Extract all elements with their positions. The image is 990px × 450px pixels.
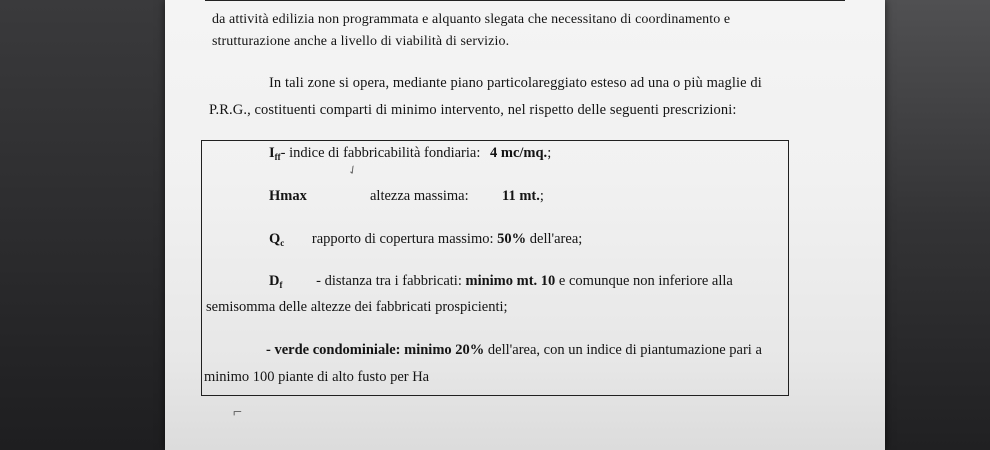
hmax-label: altezza massima: xyxy=(370,188,469,204)
iff-suffix: ; xyxy=(547,145,552,161)
iff-dash: - xyxy=(280,145,286,161)
left-background-screen xyxy=(0,0,165,450)
verde-label: - verde condominiale: minimo 20% xyxy=(266,342,485,358)
iff-label: indice di fabbricabilità fondiaria: xyxy=(289,145,481,161)
prescription-qc xyxy=(269,231,582,248)
iff-value: 4 mc/mq. xyxy=(490,145,548,161)
prescription-hmax-symbol: Hmax xyxy=(269,188,307,204)
verde-suffix: dell'area, con un indice di piantumazione pari a xyxy=(487,342,762,358)
prescriptions-box xyxy=(201,140,789,396)
df-continuation: semisomma delle altezze dei fabbricati prospicienti; xyxy=(206,299,508,315)
qc-value: 50% xyxy=(497,231,527,247)
qc-symbol-subscript: c xyxy=(280,238,285,248)
df-value: minimo mt. 10 xyxy=(465,273,556,289)
paragraph-line-2: strutturazione anche a livello di viabilità di servizio. xyxy=(212,34,510,49)
qc-label: rapporto di copertura massimo: xyxy=(311,231,494,247)
iff-symbol: $I_{ff}$ xyxy=(269,145,281,162)
paragraph-line-3: In tali zone si opera, mediante piano particolareggiato esteso ad una o più maglie di xyxy=(269,75,762,91)
prescription-verde xyxy=(266,342,762,359)
right-background-screen xyxy=(884,0,990,450)
df-symbol-subscript: f xyxy=(279,280,283,290)
df-symbol: $D_f$ xyxy=(269,273,283,290)
hmax-value-row xyxy=(502,188,544,205)
iff-symbol-subscript: ff xyxy=(274,152,281,162)
paragraph-line-1: da attività edilizia non programmata e alquanto slegata che necessitano di coordinamento e xyxy=(212,12,731,27)
df-suffix: e comunque non inferiore alla xyxy=(558,273,733,289)
prescription-iff xyxy=(269,145,551,162)
df-label: - distanza tra i fabbricati: xyxy=(316,273,462,289)
paragraph-line-4: P.R.G., costituenti comparti di minimo intervento, nel rispetto delle seguenti prescrizioni: xyxy=(209,102,737,118)
hmax-value: 11 mt. xyxy=(502,188,540,204)
pen-mark: ✓ xyxy=(344,161,361,179)
qc-symbol: $Q_c$ xyxy=(269,231,285,248)
pen-mark: ⌐ xyxy=(233,404,243,421)
verde-continuation: minimo 100 piante di alto fusto per Ha xyxy=(204,369,430,385)
document-page xyxy=(165,0,885,450)
hmax-suffix: ; xyxy=(539,188,544,204)
qc-suffix: dell'area; xyxy=(529,231,583,247)
prescription-df xyxy=(269,273,733,290)
